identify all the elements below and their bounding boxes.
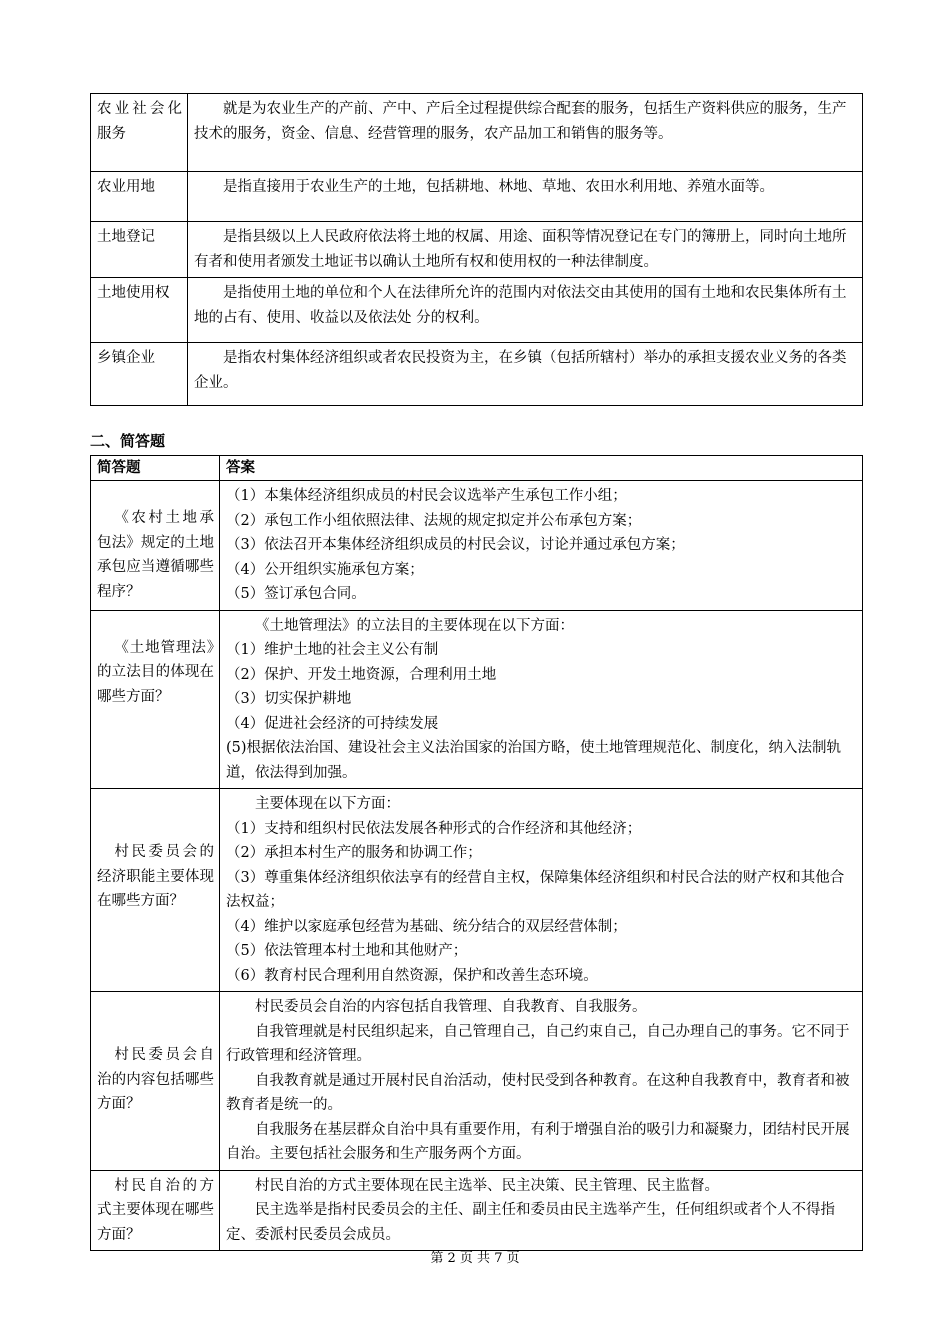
definition-text: 就是为农业生产的产前、产中、产后全过程提供综合配套的服务，包括生产资料供应的服务，生产技术的服务，资金、信息、经营管理的服务，农产品加工和销售的服务等。 <box>188 94 863 172</box>
qa-question: 村民委员会自治的内容包括哪些方面？ <box>91 992 220 1171</box>
answer-line: （3）依法召开本集体经济组织成员的村民会议，讨论并通过承包方案； <box>226 537 685 553</box>
definition-term: 农业社会化服务 <box>91 94 188 172</box>
qa-question: 村民自治的方式主要体现在哪些方面？ <box>91 1170 220 1251</box>
answer-line: （1）维护土地的社会主义公有制 <box>226 642 439 658</box>
qa-question: 《土地管理法》的立法目的体现在哪些方面？ <box>91 610 220 789</box>
answer-line: （4）维护以家庭承包经营为基础、统分结合的双层经营体制； <box>226 918 627 935</box>
answer-line: （1）支持和组织村民依法发展各种形式的合作经济和其他经济； <box>226 820 642 837</box>
definition-row <box>91 172 863 222</box>
answer-line: （5）签订承包合同。 <box>226 586 366 602</box>
qa-row <box>91 789 863 992</box>
answer-line: （2）承担本村生产的服务和协调工作； <box>226 845 482 861</box>
answer-line: 自我教育就是通过开展村民自治活动，使村民受到各种教育。在这种自我教育中，教育者和被教育者是统一的。 <box>226 1072 850 1113</box>
definition-term: 农业用地 <box>91 172 188 222</box>
definition-row <box>91 278 863 343</box>
answer-line: （3）切实保护耕地 <box>226 691 352 707</box>
definition-row <box>91 94 863 172</box>
answer-line: 民主选举是指村民委员会的主任、副主任和委员由民主选举产生，任何组织或者个人不得指定、委派村民委员会成员。 <box>226 1202 835 1243</box>
definition-text: 是指使用土地的单位和个人在法律所允许的范围内对依法交由其使用的国有土地和农民集体所有土地的占有、使用、收益以及依法处 分的权利。 <box>188 278 863 343</box>
page-footer: 第 2 页 共 7 页 <box>430 1251 520 1266</box>
qa-row <box>91 1170 863 1251</box>
answer-line: 村民委员会自治的内容包括自我管理、自我教育、自我服务。 <box>255 999 647 1015</box>
qa-header-question: 简答题 <box>91 456 220 481</box>
definition-text: 是指农村集体经济组织或者农民投资为主，在乡镇（包括所辖村）举办的承担支援农业义务的各类企业。 <box>188 343 863 406</box>
definition-term: 乡镇企业 <box>91 343 188 406</box>
qa-row <box>91 992 863 1171</box>
qa-answer <box>220 481 863 611</box>
answer-line: （1）本集体经济组织成员的村民会议选举产生承包工作小组； <box>226 488 627 504</box>
answer-line: （2）承包工作小组依照法律、法规的规定拟定并公布承包方案； <box>226 512 642 529</box>
qa-row <box>91 481 863 611</box>
answer-line: （5）依法管理本村土地和其他财产； <box>226 943 468 959</box>
qa-answer <box>220 789 863 992</box>
definition-row <box>91 222 863 278</box>
answer-line: 《土地管理法》的立法目的主要体现在以下方面： <box>255 617 574 634</box>
answer-line: （4）公开组织实施承包方案； <box>226 561 424 578</box>
qa-header-row <box>91 456 863 481</box>
definition-term: 土地使用权 <box>91 278 188 343</box>
answer-line: 自我服务在基层群众自治中具有重要作用，有利于增强自治的吸引力和凝聚力，团结村民开展自治。主要包括社会服务和生产服务两个方面。 <box>226 1121 850 1162</box>
qa-question: 《农村土地承包法》规定的土地承包应当遵循哪些程序？ <box>91 481 220 611</box>
qa-table <box>90 455 863 1251</box>
answer-line: 自我管理就是村民组织起来，自己管理自己，自己约束自己，自己办理自己的事务。它不同于行政管理和经济管理。 <box>226 1023 850 1064</box>
definition-term: 土地登记 <box>91 222 188 278</box>
answer-line: （4）促进社会经济的可持续发展 <box>226 715 439 732</box>
qa-header-answer: 答案 <box>220 456 863 481</box>
page-content <box>90 93 862 1251</box>
section-title: 二、简答题 <box>90 432 166 450</box>
answer-line: 主要体现在以下方面： <box>255 796 400 812</box>
qa-answer <box>220 1170 863 1251</box>
answer-line: 村民自治的方式主要体现在民主选举、民主决策、民主管理、民主监督。 <box>255 1177 719 1194</box>
qa-answer <box>220 610 863 789</box>
qa-row <box>91 610 863 789</box>
definition-text: 是指县级以上人民政府依法将土地的权属、用途、面积等情况登记在专门的簿册上，同时向土地所有者和使用者颁发土地证书以确认土地所有权和使用权的一种法律制度。 <box>188 222 863 278</box>
definition-text: 是指直接用于农业生产的土地，包括耕地、林地、草地、农田水利用地、养殖水面等。 <box>188 172 863 222</box>
definitions-table <box>90 93 863 406</box>
answer-line: （3）尊重集体经济组织依法享有的经营自主权，保障集体经济组织和村民合法的财产权和其他合法权益； <box>226 869 845 910</box>
answer-line: （6）教育村民合理利用自然资源，保护和改善生态环境。 <box>226 967 598 984</box>
definition-row <box>91 343 863 406</box>
qa-answer <box>220 992 863 1171</box>
answer-line: (5)根据依法治国、建设社会主义法治国家的治国方略，使土地管理规范化、制度化，纳入法制轨道，依法得到加强。 <box>226 740 842 781</box>
qa-question: 村民委员会的经济职能主要体现在哪些方面？ <box>91 789 220 992</box>
answer-line: （2）保护、开发土地资源，合理利用土地 <box>226 666 497 683</box>
